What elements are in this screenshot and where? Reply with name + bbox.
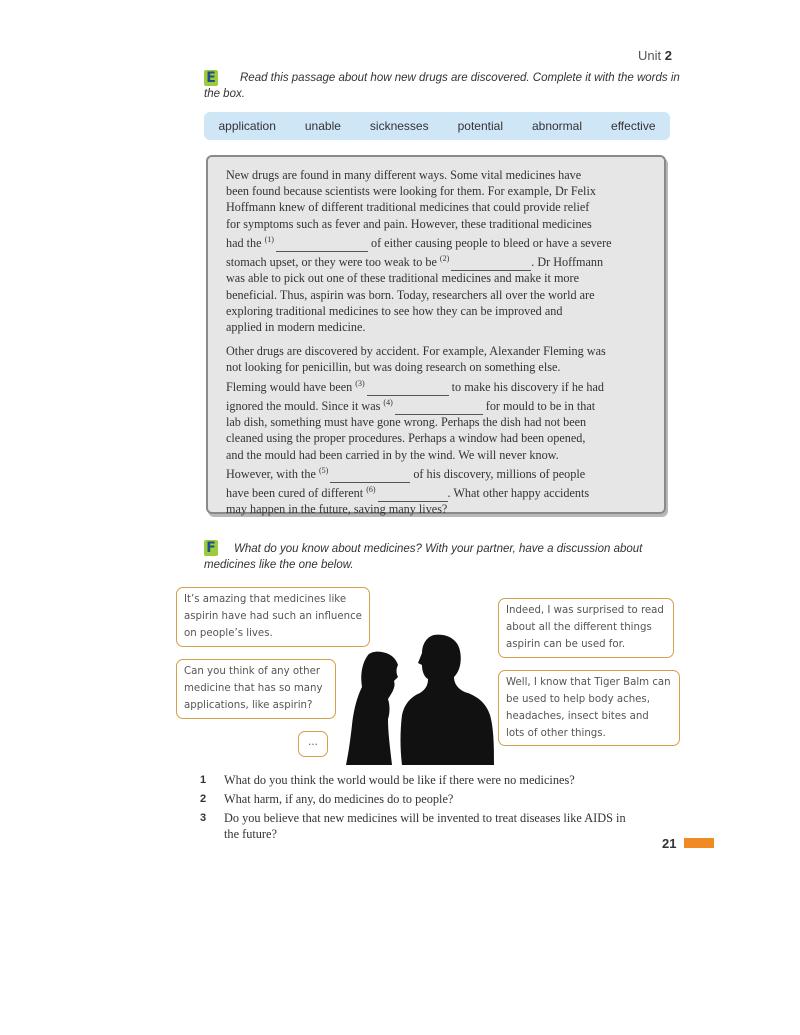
page-number-bar bbox=[684, 838, 714, 848]
bubble-line: about all the different things bbox=[506, 622, 652, 633]
bubble-line: on people’s lives. bbox=[184, 628, 273, 639]
passage-line: may happen in the future, saving many lives? bbox=[226, 502, 448, 517]
passage-line: beneficial. Thus, aspirin was born. Today, researchers all over the world are bbox=[226, 287, 595, 302]
exercise-e-instruction-line2: the box. bbox=[204, 88, 245, 100]
blank-1[interactable] bbox=[276, 235, 368, 252]
passage-line: New drugs are found in many different ways. Some vital medicines have bbox=[226, 168, 582, 182]
blank-number-5: (5) bbox=[318, 465, 329, 475]
blank-5[interactable] bbox=[330, 466, 410, 483]
passage-line: ignored the mould. Since it was bbox=[226, 398, 381, 413]
passage-line: Fleming would have been bbox=[226, 379, 353, 394]
passage-line: have been cured of different bbox=[226, 486, 364, 501]
passage-line: had the bbox=[226, 235, 262, 250]
blank-4[interactable] bbox=[395, 398, 483, 415]
blank-number-2: (2) bbox=[439, 254, 450, 264]
question-number: 2 bbox=[200, 793, 207, 805]
passage-line: to make his discovery if he had bbox=[451, 379, 604, 394]
passage-line: Hoffmann knew of different traditional medicines that could provide relief bbox=[226, 200, 590, 215]
word-box bbox=[204, 112, 670, 140]
passage-line: . What other happy accidents bbox=[447, 486, 590, 501]
passage-paragraph-2 bbox=[226, 343, 650, 517]
blank-number-3: (3) bbox=[355, 378, 365, 388]
passage-text bbox=[226, 167, 650, 525]
blank-3[interactable] bbox=[367, 379, 449, 396]
question-item bbox=[200, 791, 680, 807]
passage-line: exploring traditional medicines to see how they can be improved and bbox=[226, 303, 563, 318]
passage-line: was able to pick out one of these traditional medicines and make it more bbox=[226, 271, 579, 286]
bubble-line: medicine that has so many bbox=[184, 683, 323, 694]
question-text: What do you think the world would be like if there were no medicines? bbox=[224, 773, 575, 787]
question-number: 1 bbox=[200, 774, 207, 786]
blank-number-1: (1) bbox=[264, 234, 274, 244]
passage-line: for mould to be in that bbox=[485, 398, 596, 413]
passage-line: of his discovery, millions of people bbox=[413, 466, 586, 481]
question-text: What harm, if any, do medicines do to people? bbox=[224, 792, 454, 806]
bubble-line: Can you think of any other bbox=[184, 666, 321, 677]
speech-bubble-right-mid bbox=[498, 670, 680, 746]
woman-silhouette bbox=[346, 652, 398, 765]
passage-line: been found because scientists were looking for them. For example, Dr Felix bbox=[226, 184, 596, 199]
passage-line: Other drugs are discovered by accident. For example, Alexander Fleming was bbox=[226, 344, 606, 359]
blank-number-6: (6) bbox=[366, 484, 376, 494]
passage-paragraph-1 bbox=[226, 167, 650, 335]
exercise-e-badge: E bbox=[204, 70, 218, 86]
exercise-f-instruction-line2: medicines like the one below. bbox=[204, 559, 354, 571]
bubble-line: Well, I know that Tiger Balm can bbox=[506, 677, 671, 688]
bubble-line: Indeed, I was surprised to read bbox=[506, 605, 664, 616]
word-box-item: application bbox=[218, 119, 276, 133]
question-text: Do you believe that new medicines will be invented to treat diseases like AIDS in the future? bbox=[224, 811, 626, 841]
word-box-item: sicknesses bbox=[369, 119, 429, 133]
discussion-questions bbox=[200, 772, 680, 845]
question-item bbox=[200, 810, 680, 842]
word-box-item: abnormal bbox=[531, 119, 583, 133]
bubble-line: be used to help body aches, bbox=[506, 694, 650, 705]
passage-box bbox=[206, 155, 666, 517]
unit-header bbox=[638, 48, 672, 63]
man-silhouette bbox=[401, 635, 495, 765]
exercise-f-instruction-line1: What do you know about medicines? With your partner, have a discussion about bbox=[234, 543, 643, 555]
word-box-item: effective bbox=[611, 119, 656, 133]
passage-line: and the mould had been carried in by the wind. We will never know. bbox=[226, 447, 559, 462]
speech-bubble-left-mid bbox=[176, 659, 336, 719]
passage-line: stomach upset, or they were too weak to be bbox=[226, 255, 437, 270]
blank-number-4: (4) bbox=[383, 397, 393, 407]
question-number: 3 bbox=[200, 812, 207, 824]
question-item bbox=[200, 772, 680, 788]
speech-bubble-ellipsis: ... bbox=[298, 731, 328, 757]
passage-line: not looking for penicillin, but was doing research on something else. bbox=[226, 360, 561, 375]
bubble-line: It’s amazing that medicines like bbox=[184, 594, 347, 605]
passage-line: of either causing people to bleed or have a severe bbox=[370, 235, 612, 250]
word-box-item: potential bbox=[457, 119, 503, 133]
blank-2[interactable] bbox=[451, 254, 531, 271]
bubble-line: lots of other things. bbox=[506, 728, 606, 739]
people-silhouette-image bbox=[330, 615, 500, 765]
passage-line: . Dr Hoffmann bbox=[531, 255, 604, 270]
blank-6[interactable] bbox=[378, 485, 448, 502]
exercise-f-badge: F bbox=[204, 540, 218, 556]
passage-line: cleaned using the proper procedures. Perhaps a window had been opened, bbox=[226, 431, 586, 446]
word-box-item: unable bbox=[304, 119, 341, 133]
passage-line: for symptoms such as fever and pain. However, these traditional medicines bbox=[226, 216, 592, 231]
bubble-line: applications, like aspirin? bbox=[184, 700, 313, 711]
unit-number: 2 bbox=[664, 48, 672, 63]
passage-line: However, with the bbox=[226, 466, 316, 481]
passage-line: applied in modern medicine. bbox=[226, 319, 366, 334]
bubble-line: aspirin have had such an influence bbox=[184, 611, 362, 622]
exercise-e-instruction-line1: Read this passage about how new drugs are discovered. Complete it with the words in bbox=[240, 72, 680, 84]
bubble-line: aspirin can be used for. bbox=[506, 639, 626, 650]
speech-bubble-right-top bbox=[498, 598, 674, 658]
passage-line: lab dish, something must have gone wrong. Perhaps the dish had not been bbox=[226, 415, 587, 430]
page-number: 21 bbox=[662, 836, 677, 851]
bubble-line: headaches, insect bites and bbox=[506, 711, 649, 722]
unit-label: Unit bbox=[638, 48, 662, 63]
